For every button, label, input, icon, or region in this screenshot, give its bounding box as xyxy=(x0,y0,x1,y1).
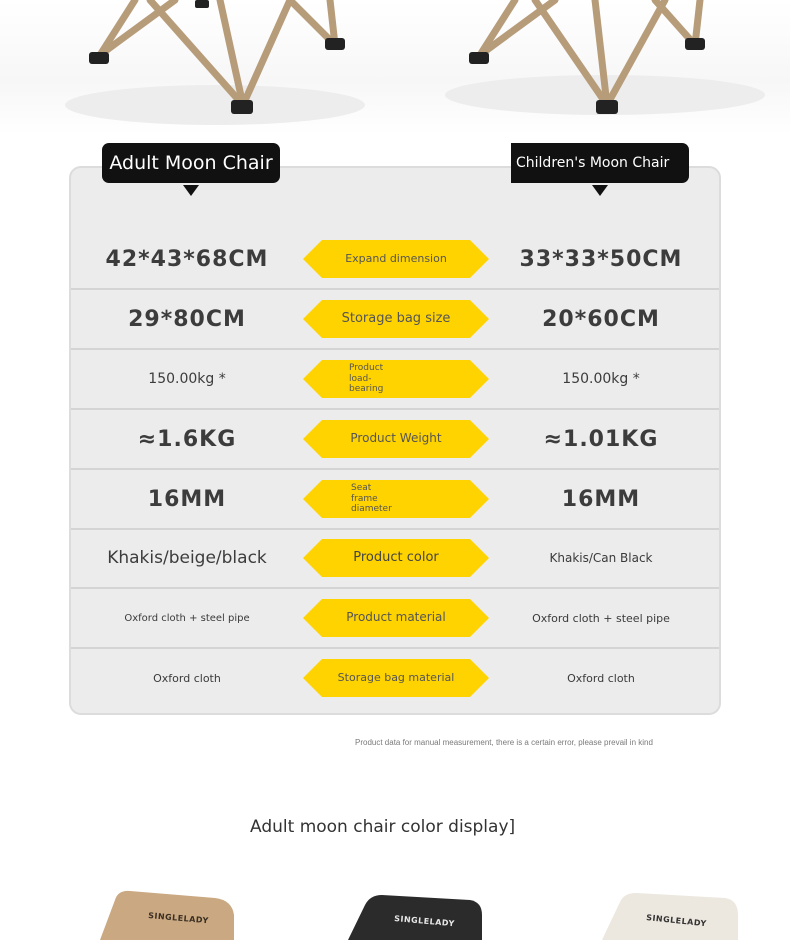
children-value: 33*33*50CM xyxy=(519,246,683,272)
children-value: 150.00kg * xyxy=(562,371,640,387)
adult-chair-legs-image xyxy=(0,0,395,135)
attribute-badge xyxy=(303,360,489,398)
color-display-title: Adult moon chair color display] xyxy=(250,817,516,837)
children-moon-chair-label: Children's Moon Chair xyxy=(511,143,689,183)
beige-chair-image xyxy=(520,880,790,940)
children-value: Oxford cloth xyxy=(567,671,635,685)
children-value: Khakis/Can Black xyxy=(549,551,653,565)
table-row-product-material xyxy=(71,589,721,649)
attribute-label: Expand dimension xyxy=(345,251,447,265)
adult-value: 150.00kg * xyxy=(148,371,226,387)
attribute-badge xyxy=(303,300,489,338)
attribute-badge xyxy=(303,240,489,278)
attribute-label: Storage bag material xyxy=(337,670,455,684)
attribute-label: Product load-bearing xyxy=(349,363,384,395)
table-row-expand-dimension xyxy=(71,230,721,290)
table-row-storage-bag-material xyxy=(71,649,721,709)
attribute-badge xyxy=(303,599,489,637)
attribute-badge xyxy=(303,659,489,697)
adult-label-pointer xyxy=(183,185,199,196)
measurement-note: Product data for manual measurement, there is a certain error, please prevail in kind xyxy=(355,738,653,747)
adult-value: Oxford cloth xyxy=(153,671,221,685)
adult-value: 29*80CM xyxy=(128,306,246,332)
black-chair-image xyxy=(260,880,520,940)
chair-photo-top xyxy=(0,0,790,135)
swatch-brand-label: SINGLELADY xyxy=(393,914,456,929)
adult-value: ≈1.6KG xyxy=(137,426,237,452)
attribute-badge xyxy=(303,420,489,458)
children-value: 20*60CM xyxy=(542,306,660,332)
comparison-table xyxy=(69,166,721,715)
children-value: ≈1.01KG xyxy=(543,426,659,452)
table-row-product-color xyxy=(71,529,721,589)
adult-value: 42*43*68CM xyxy=(105,246,269,272)
attribute-badge xyxy=(303,480,489,518)
children-chair-legs-image xyxy=(395,0,790,135)
table-row-seat-frame-diameter xyxy=(71,470,721,530)
table-row-load-bearing xyxy=(71,350,721,410)
color-swatches xyxy=(0,880,790,940)
attribute-label: Storage bag size xyxy=(341,310,451,326)
attribute-label: Product Weight xyxy=(350,431,442,446)
attribute-label: Product color xyxy=(353,549,439,565)
adult-value: 16MM xyxy=(147,486,227,512)
attribute-label: Seat frame diameter xyxy=(351,483,392,515)
swatch-brand-label: SINGLELADY xyxy=(147,911,210,926)
attribute-label: Product material xyxy=(346,610,446,625)
table-row-product-weight xyxy=(71,410,721,470)
swatch-brand-label: SINGLELADY xyxy=(645,913,708,929)
khaki-chair-image xyxy=(0,880,260,940)
adult-value: Oxford cloth + steel pipe xyxy=(124,612,250,624)
adult-moon-chair-label: Adult Moon Chair xyxy=(102,143,280,183)
children-value: 16MM xyxy=(561,486,641,512)
table-row-storage-bag-size xyxy=(71,290,721,350)
attribute-badge xyxy=(303,539,489,577)
adult-value: Khakis/beige/black xyxy=(107,548,267,568)
children-label-pointer xyxy=(592,185,608,196)
children-value: Oxford cloth + steel pipe xyxy=(532,611,670,625)
